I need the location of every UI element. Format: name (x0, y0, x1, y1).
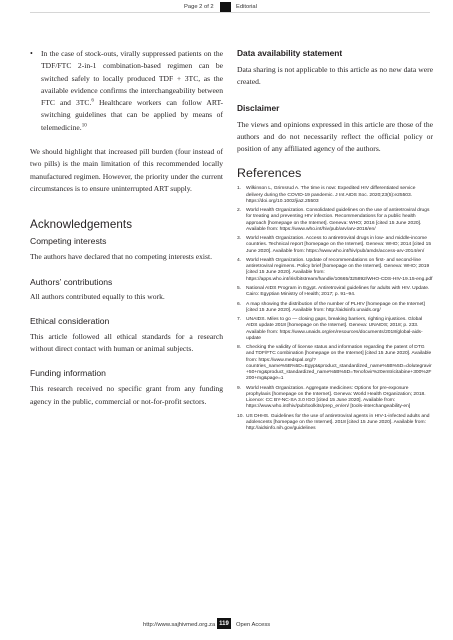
ethical-consideration-text: This article followed all ethical standards for a research without direct contact with human or animal subjects. (30, 331, 223, 354)
reference-item: 2. World Health Organization. Consolidated guidelines on the use of antiretroviral drugs for treating and preventing HIV infection. Recommendations for a public health approach [homepage on the Internet]. Geneva: WHO; 2016 [cited 15 June 2020]. Available from: https://www.who.int/hiv/pub/arv/arv-2016/en/ (237, 208, 430, 232)
reference-item: 10. US DHHS. Guidelines for the use of antiretroviral agents in HIV-1-infected adults and adolescents [homepage on the Internet]. 2018 [cited 15 June 2020]. Available from: http://aidsinfo.nih.gov/guidelines (237, 413, 430, 432)
references-list (237, 186, 433, 432)
data-availability-heading: Data availability statement (237, 48, 343, 58)
funding-information-text: This research received no specific grant from any funding agency in the public, commercial or not-for-profit sectors. (30, 384, 223, 406)
citation-superscript: 6 (91, 98, 94, 104)
ethical-consideration-heading: Ethical consideration (30, 315, 110, 326)
section-label: Editorial (236, 4, 257, 10)
page-number-badge: 119 (217, 618, 231, 629)
citation-superscript: 10 (81, 123, 87, 129)
paragraph-pill-burden: We should highlight that increased pill burden (four instead of two pills) is the main limitation of this recommended locally manufactured regimen. However, the priority under the current circumstances is to ensure uninterrupted ART supply. (30, 147, 223, 193)
bullet-point (30, 48, 223, 134)
left-column (30, 48, 223, 408)
acknowledgements-heading: Acknowledgements (30, 218, 133, 232)
disclaimer-heading: Disclaimer (237, 102, 280, 113)
reference-item: 7. UNAIDS. Miles to go — closing gaps, breaking barriers, righting injustices. Global AIDS update 2018 [homepage on the Internet]. Geneva: UNAIDS; 2018; p. 233. Available from: https://www.unaids.org/en/resources/documents/2018/global-aids-update (237, 317, 423, 341)
authors-contributions-text: All authors contributed equally to this work. (30, 291, 165, 301)
reference-item: 9. World Health Organization. Aggregate medicines: Options for pre-exposure prophylaxis [homepage on the Internet]. Geneva: World Health Organization; 2018. Licence: CC BY-NC-SA 3.0 IGO [cited 15 June 2020]. Available from: https://www.who.int/hiv/pub/toolkits/prep_en/en/ [tools-interchangeability-en] (237, 385, 426, 410)
bullet-text-part2: Healthcare workers can follow ART-switching guidelines that can be applied by means of telemedicine. (41, 98, 223, 132)
disclaimer-text: The views and opinions expressed in this article are those of the authors and do not necessarily reflect the official policy or position of any affiliated agency of the authors. (237, 119, 433, 154)
header-divider (30, 12, 430, 13)
reference-item: 6. A map showing the distribution of the number of PLHIV [homepage on the Internet] [cited 15 June 2020]. Available from: http://aidsinfo.unaids.org/ (237, 301, 425, 313)
reference-item: 8. Checking the validity of license status and information regarding the patent of DTG and TDF/FTC combination [homepage on the Internet] [cited 15 June 2020]. Available from: https://www.medspal.org/?countries_name%5B%5D=Egypt&product_standardized_name%5B%5D=dolutegravir+50+mg&product_standardized_name%5B%5D=Tenofovir%20emtricitabine+300%2F200+mg&page=1 (237, 345, 432, 382)
journal-url-link[interactable]: http://www.sajhivmed.org.za (143, 622, 216, 628)
header-marker-block (220, 2, 231, 12)
authors-contributions-heading: Authors’ contributions (30, 276, 113, 287)
reference-item: 3. World Health Organization. Access to antiretroviral drugs in low- and middle-income countries. Technical report [homepage on the Internet]. Geneva: WHO; 2014 [cited 15 June 2020]. Available from: https://www.who.int/hiv/pub/amds/access-arv-2014/en/ (237, 236, 432, 254)
bullet-icon: • (30, 49, 33, 58)
reference-item: 1. Wilkinson L, Grimsrud A. The time is now: Expedited HIV differentiated service delivery during the COVID-19 pandemic. J Int AIDS Soc. 2020;23(5):e25503. https://doi.org/10.1002/jia2.25503 (237, 186, 416, 204)
funding-information-heading: Funding information (30, 368, 106, 379)
bullet-text-part1: In the case of stock-outs, virally suppressed patients on the TDF/FTC 2-in-1 combination-based regimen can be switched safely to locally produced TDF + 3TC, as the available evidence confirms the interchangeability between FTC and 3TC. (41, 49, 223, 108)
bullet-text (41, 48, 223, 134)
references-heading: References (237, 166, 302, 181)
competing-interests-heading: Competing interests (30, 236, 107, 247)
right-column (237, 48, 433, 435)
data-availability-text: Data sharing is not applicable to this article as no new data were created. (237, 65, 433, 87)
competing-interests-text: The authors have declared that no competing interests exist. (30, 252, 212, 262)
open-access-label: Open Access (236, 622, 271, 628)
reference-item: 5. National AIDS Program in Egypt. Antiretroviral guidelines for adults with HIV. Update. Cairo: Egyptian Ministry of Health; 2017; p. 91–94. (237, 286, 430, 298)
page-indicator: Page 2 of 2 (184, 4, 214, 10)
reference-item: 4. World Health Organization. Update of recommendations on first- and second-line antiretroviral regimens. Policy brief [homepage on the Internet]. Geneva: WHO; 2019 [cited 15 June 2020]. Available from: https://apps.who.int/iris/bitstream/handle/10665/325892/WHO-CDS-HIV-19.15-eng.pdf (237, 258, 433, 282)
